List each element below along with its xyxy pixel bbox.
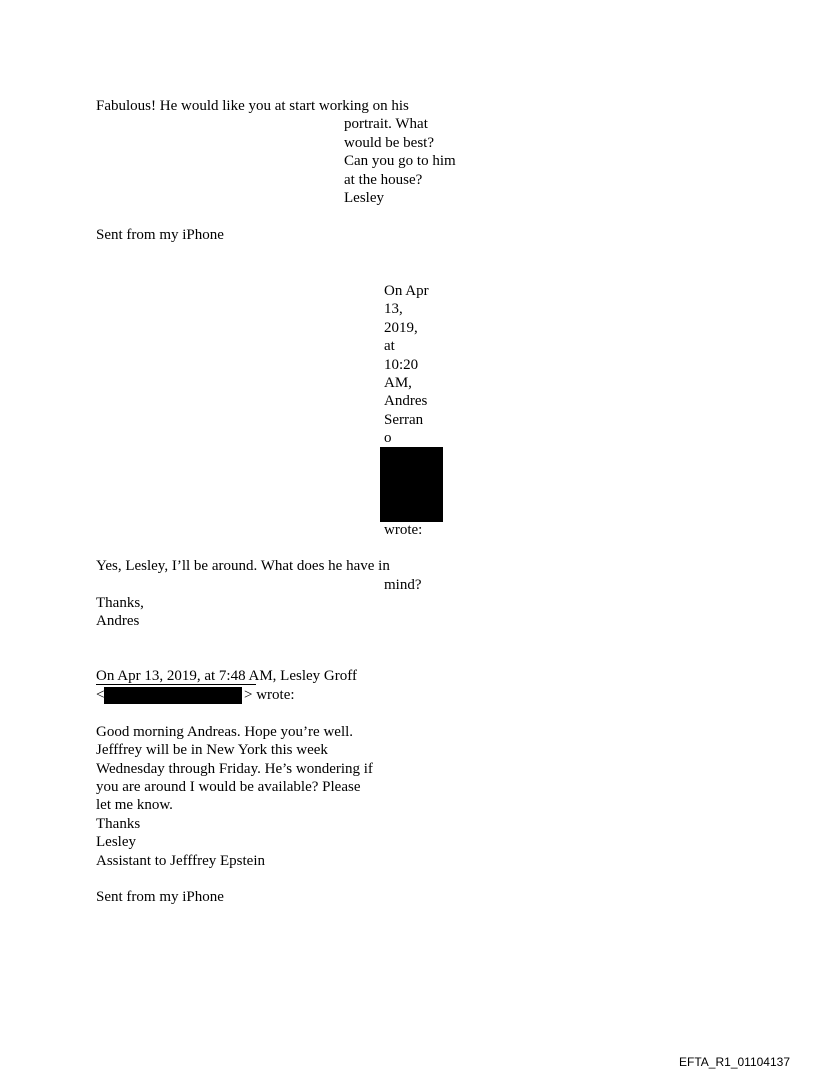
redaction-block	[104, 687, 242, 704]
quote-header-line: Andres	[384, 393, 428, 409]
reply-first-line: Fabulous! He would like you at start working on his	[96, 98, 409, 114]
reply-signoff: Thanks,	[96, 595, 144, 611]
reply-first-line: Yes, Lesley, I’ll be around. What does he have in	[96, 558, 390, 574]
underline-divider	[96, 684, 256, 685]
quote-header-line: Serran	[384, 412, 424, 428]
quote-header-line: On Apr 13, 2019, at 7:48 AM, Lesley Groff	[96, 668, 357, 684]
reply-signoff: Lesley	[344, 190, 384, 206]
message-signature: Sent from my iPhone	[96, 889, 224, 905]
reply-line: at the house?	[344, 172, 423, 188]
reply-line: mind?	[384, 577, 422, 593]
quote-header-line: o	[384, 430, 392, 446]
bates-number: EFTA_R1_01104137	[679, 1055, 790, 1069]
reply-line: Can you go to him	[344, 153, 456, 169]
redaction-block	[380, 447, 443, 522]
message-line: Assistant to Jefffrey Epstein	[96, 853, 266, 869]
quote-header-wrote: wrote:	[384, 522, 423, 538]
reply-sender-name: Andres	[96, 613, 140, 629]
message-line: let me know.	[96, 797, 173, 813]
quote-header-line: at	[384, 338, 395, 354]
quote-header-line: 13,	[384, 301, 403, 317]
reply-line: portrait. What	[344, 116, 428, 132]
reply-signature: Sent from my iPhone	[96, 227, 224, 243]
quote-header-line: On Apr	[384, 283, 429, 299]
message-line: Thanks	[96, 816, 141, 832]
quote-header-line: AM,	[384, 375, 412, 391]
message-line: Jefffrey will be in New York this week	[96, 742, 328, 758]
quote-header-wrote: > wrote:	[244, 687, 295, 703]
message-line: Wednesday through Friday. He’s wondering if	[96, 761, 373, 777]
quote-header-line: 10:20	[384, 357, 419, 373]
message-line: you are around I would be available? Please	[96, 779, 361, 795]
message-line: Lesley	[96, 834, 136, 850]
quote-header-line: 2019,	[384, 320, 418, 336]
message-line: Good morning Andreas. Hope you’re well.	[96, 724, 354, 740]
reply-line: would be best?	[344, 135, 434, 151]
email-open-bracket: <	[96, 687, 105, 703]
